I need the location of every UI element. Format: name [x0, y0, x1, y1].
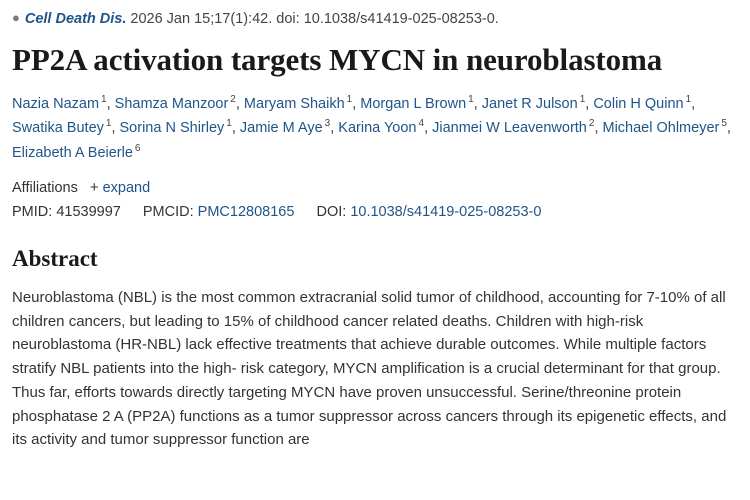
plus-icon: +: [89, 179, 99, 197]
author-affiliation-marker: 3: [324, 118, 331, 130]
author-link[interactable]: Maryam Shaikh: [243, 95, 345, 112]
author-separator: ,: [235, 95, 244, 112]
author-separator: ,: [473, 95, 482, 112]
author-link[interactable]: Karina Yoon: [338, 120, 417, 137]
affiliations-row: [12, 179, 738, 196]
author-affiliation-marker: 2: [588, 118, 595, 130]
citation-details: 2026 Jan 15;17(1):42. doi: 10.1038/s41419-025-08253-0.: [130, 11, 499, 27]
author-affiliation-marker: 2: [230, 94, 236, 106]
author-entry: [12, 96, 115, 112]
pmid-value: 41539997: [56, 204, 121, 221]
author-separator: ,: [330, 120, 339, 137]
author-affiliation-marker: 5: [721, 118, 727, 130]
author-separator: ,: [691, 95, 696, 112]
author-affiliation-marker: 1: [346, 94, 353, 106]
author-link[interactable]: Colin H Quinn: [593, 95, 684, 112]
expand-label: expand: [102, 179, 151, 196]
author-link[interactable]: Nazia Nazam: [12, 95, 100, 112]
author-separator: ,: [726, 120, 731, 137]
author-link[interactable]: Jamie M Aye: [239, 120, 323, 137]
author-entry: [240, 120, 338, 136]
author-entry: [482, 96, 594, 112]
author-entry: [12, 142, 141, 161]
journal-name[interactable]: Cell Death Dis.: [24, 11, 127, 27]
author-affiliation-marker: 1: [226, 118, 232, 130]
author-affiliation-marker: 1: [468, 94, 474, 106]
bullet-dot-icon: ●: [12, 10, 20, 25]
author-link[interactable]: Swatika Butey: [12, 120, 104, 137]
author-entry: [593, 96, 695, 112]
author-link[interactable]: Shamza Manzoor: [114, 95, 229, 112]
affiliations-label: Affiliations: [12, 179, 78, 196]
abstract-text: Neuroblastoma (NBL) is the most common extracranial solid tumor of childhood, accounting for 7-10% of all children cancers, but leading to 15% of childhood cancer related deaths. Children with high-risk neuroblastoma (HR-NBL) lack effective treatments that achieve durable outcomes. While multiple factors stratify NBL patients into the high- risk category, MYCN amplification is a crucial determinant for that group. Thus far, efforts towards directly targeting MYCN have proven unsuccessful. Serine/threonine protein phosphatase 2 A (PP2A) functions as a tumor suppressor across cancers through its epigenetic effects, and its activity and tumor suppressor function are: [12, 289, 727, 449]
author-affiliation-marker: 1: [105, 118, 112, 130]
author-entry: [115, 96, 244, 112]
author-affiliation-marker: 4: [418, 118, 425, 130]
author-entry: [360, 96, 481, 112]
page-title: PP2A activation targets MYCN in neuroblastoma: [12, 41, 663, 77]
author-separator: ,: [231, 120, 240, 137]
author-separator: ,: [585, 95, 594, 112]
pmcid-link[interactable]: PMC12808165: [197, 204, 295, 221]
doi-label: DOI:: [316, 204, 347, 221]
author-entry: [12, 120, 120, 136]
author-link[interactable]: Morgan L Brown: [360, 95, 467, 112]
author-link[interactable]: Sorina N Shirley: [119, 120, 225, 137]
expand-affiliations-button[interactable]: [90, 179, 150, 196]
doi-link[interactable]: 10.1038/s41419-025-08253-0: [350, 204, 542, 221]
pmcid-label: PMCID:: [142, 204, 194, 221]
author-entry: [244, 96, 360, 112]
author-entry: [603, 120, 731, 136]
author-separator: ,: [111, 120, 120, 137]
author-entry: [338, 120, 432, 136]
author-affiliation-marker: 6: [134, 142, 141, 154]
author-separator: ,: [594, 120, 603, 137]
citation-line: [12, 10, 738, 30]
author-affiliation-marker: 1: [101, 94, 107, 106]
pmid-label: PMID:: [12, 204, 53, 221]
author-link[interactable]: Elizabeth A Beierle: [12, 144, 133, 161]
author-link[interactable]: Michael Ohlmeyer: [602, 120, 720, 137]
author-link[interactable]: Jianmei W Leavenworth: [432, 120, 587, 137]
author-entry: [120, 120, 240, 136]
author-separator: ,: [424, 120, 433, 137]
author-entry: [432, 120, 602, 136]
abstract-heading: Abstract: [12, 246, 98, 272]
author-separator: ,: [106, 95, 115, 112]
author-list: [12, 92, 738, 165]
identifiers-row: [12, 204, 738, 220]
author-affiliation-marker: 1: [579, 94, 586, 106]
author-link[interactable]: Janet R Julson: [481, 95, 578, 112]
author-separator: ,: [352, 95, 361, 112]
author-affiliation-marker: 1: [685, 94, 692, 106]
